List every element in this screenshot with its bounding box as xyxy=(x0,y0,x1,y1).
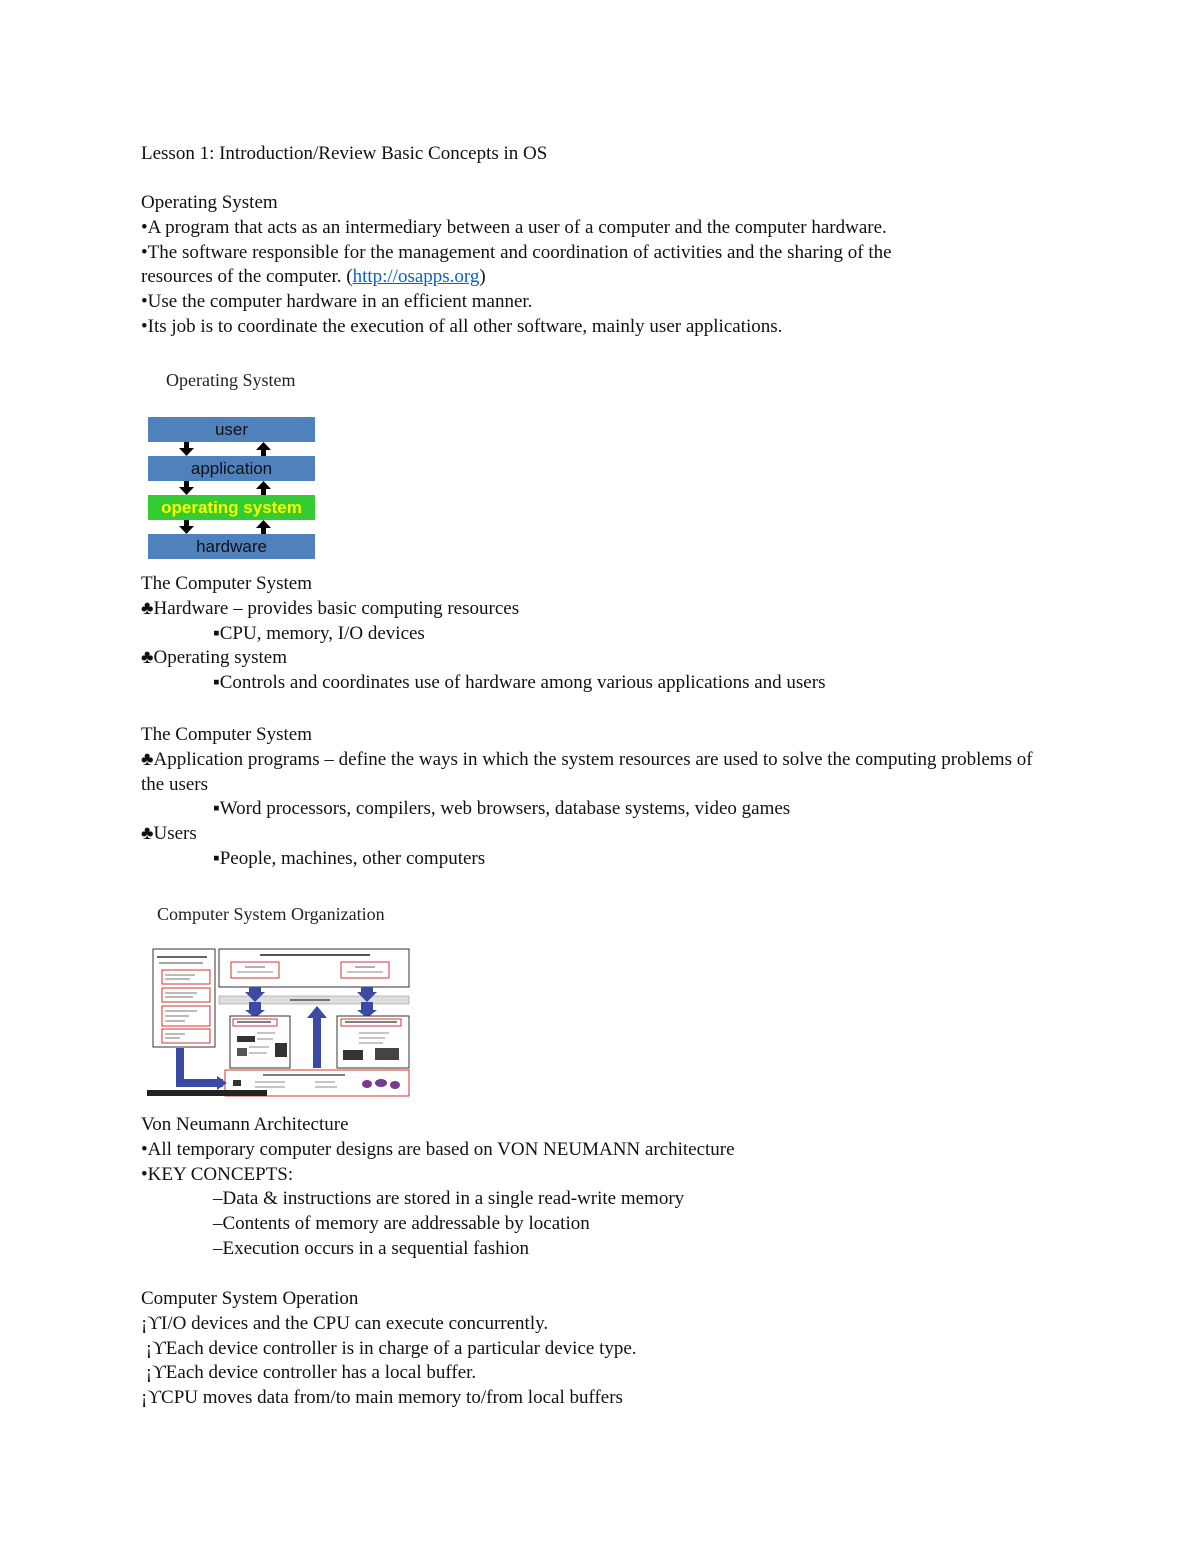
section-operating-system xyxy=(141,191,1071,340)
layer-label-hardware: hardware xyxy=(196,537,267,556)
operation-item: ¡ϒEach device controller is in charge of a particular device type. xyxy=(141,1337,637,1359)
club-item: ♣Operating system xyxy=(141,647,287,669)
sub-item: ▪People, machines, other computers xyxy=(213,847,486,869)
up-arrow-icon xyxy=(261,449,266,456)
concept-item: –Execution occurs in a sequential fashion xyxy=(213,1237,530,1259)
layer-label-application: application xyxy=(190,459,273,478)
lesson-title-block xyxy=(141,142,1071,167)
figure-title: Computer System Organization xyxy=(157,904,385,924)
bullet-continuation xyxy=(141,265,1071,290)
down-arrow-icon xyxy=(179,448,194,456)
sub-item: ▪Word processors, compilers, web browsers, database systems, video games xyxy=(213,798,791,820)
concept-item: –Contents of memory are addressable by location xyxy=(213,1213,590,1235)
up-arrow-icon xyxy=(261,488,266,495)
operation-item: ¡ϒI/O devices and the CPU can execute concurrently. xyxy=(141,1312,549,1334)
up-arrow-icon xyxy=(256,520,271,528)
output-box xyxy=(337,1016,409,1068)
bullet: •The software responsible for the management and coordination of activities and the sharing of the xyxy=(141,241,892,263)
up-arrow-icon xyxy=(261,527,266,534)
layer-label-operating-system: operating system xyxy=(161,498,302,517)
section-system-operation xyxy=(141,1287,1071,1411)
layer-label-user: user xyxy=(214,420,249,439)
sub-item: ▪CPU, memory, I/O devices xyxy=(213,622,425,644)
up-arrow-icon xyxy=(256,481,271,489)
operation-item: ¡ϒCPU moves data from/to main memory to/from local buffers xyxy=(141,1387,623,1409)
section-heading: The Computer System xyxy=(141,724,312,745)
section-heading: Von Neumann Architecture xyxy=(141,1114,349,1135)
caption-strip xyxy=(147,1090,267,1096)
operation-item: ¡ϒEach device controller has a local buffer. xyxy=(141,1362,477,1384)
computer-system-organization-figure xyxy=(145,900,415,1100)
figure-title: Operating System xyxy=(166,370,296,390)
section-computer-system-2 xyxy=(141,723,1056,872)
down-arrow-icon xyxy=(179,487,194,495)
bullet: •Use the computer hardware in an efficient manner. xyxy=(141,291,533,313)
bullet: •A program that acts as an intermediary between a user of a computer and the computer hardware. xyxy=(141,216,887,238)
organization-diagram xyxy=(145,900,415,1100)
text: resources of the computer. ( xyxy=(141,266,353,288)
bullet: •All temporary computer designs are based on VON NEUMANN architecture xyxy=(141,1138,735,1160)
section-heading: The Computer System xyxy=(141,573,312,594)
club-item: ♣Application programs – define the ways in which the system resources are used to solve the computing problems of the users xyxy=(141,748,1033,795)
down-arrow-icon xyxy=(179,526,194,534)
club-item: ♣Users xyxy=(141,823,197,845)
section-computer-system-1 xyxy=(141,572,1071,696)
up-arrow-icon xyxy=(256,442,271,450)
club-item: ♣Hardware – provides basic computing resources xyxy=(141,597,520,619)
section-heading: Computer System Operation xyxy=(141,1288,359,1309)
lesson-title: Lesson 1: Introduction/Review Basic Concepts in OS xyxy=(141,143,548,164)
section-heading: Operating System xyxy=(141,192,278,213)
os-layers-figure xyxy=(146,366,321,562)
bullet: •Its job is to coordinate the execution of all other software, mainly user applications. xyxy=(141,315,783,337)
bullet: •KEY CONCEPTS: xyxy=(141,1163,294,1185)
text: ) xyxy=(479,266,486,288)
osapps-link[interactable]: http://osapps.org xyxy=(352,266,480,288)
sub-item: ▪Controls and coordinates use of hardware among various applications and users xyxy=(213,672,826,694)
section-von-neumann xyxy=(141,1113,1071,1262)
up-arrow-icon xyxy=(307,1006,327,1068)
concept-item: –Data & instructions are stored in a single read-write memory xyxy=(213,1188,685,1210)
